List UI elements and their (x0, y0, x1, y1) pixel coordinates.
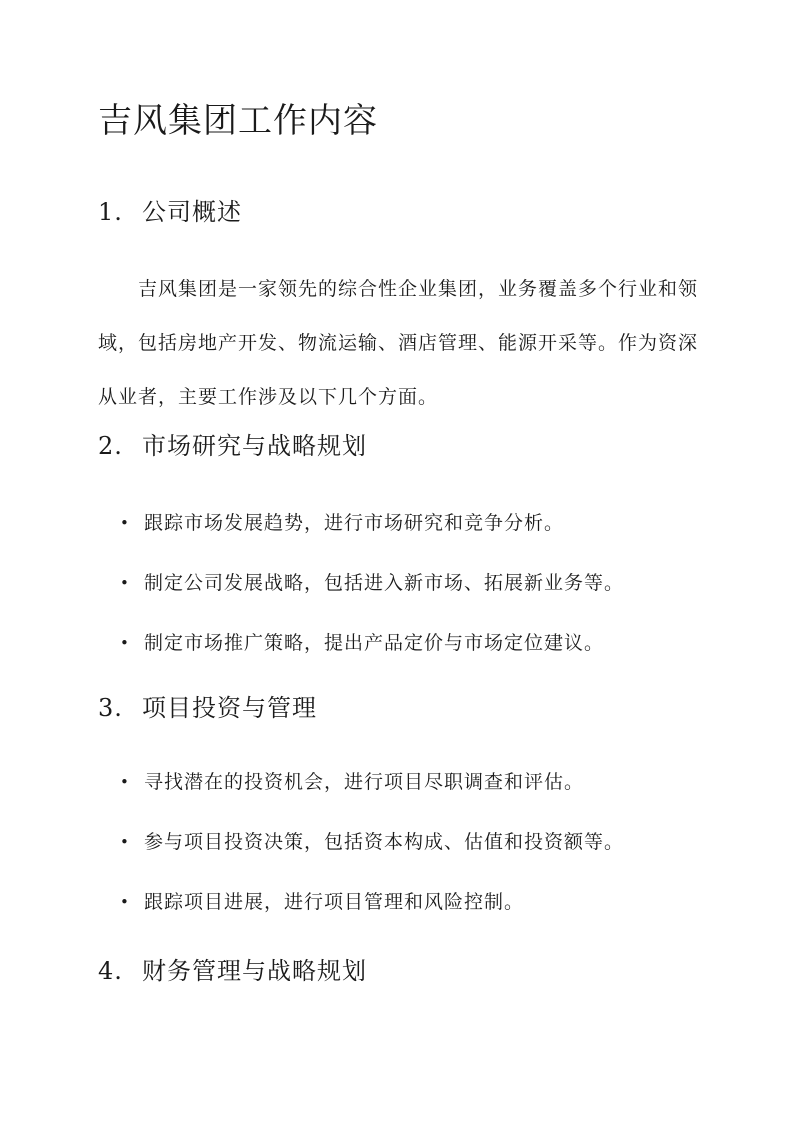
section-number: 3. (98, 694, 123, 722)
section-title: 公司概述 (142, 198, 242, 226)
list-item-text: 跟踪项目进展，进行项目管理和风险控制。 (144, 891, 525, 913)
bullet-icon: • (120, 514, 130, 532)
bullet-icon: • (120, 833, 130, 851)
section-heading-overview (98, 196, 242, 228)
section-number: 4. (98, 957, 123, 985)
section-title: 项目投资与管理 (142, 694, 317, 722)
list-item-text: 制定公司发展战略，包括进入新市场、拓展新业务等。 (144, 572, 625, 594)
bullet-icon: • (120, 893, 130, 911)
list-item-text: 寻找潜在的投资机会，进行项目尽职调查和评估。 (144, 771, 585, 793)
section-title: 市场研究与战略规划 (142, 432, 367, 460)
section-heading-market-strategy (98, 430, 367, 462)
list-item-text: 制定市场推广策略，提出产品定价与市场定位建议。 (144, 632, 605, 654)
section-heading-finance-strategy (98, 955, 367, 987)
overview-paragraph: 吉风集团是一家领先的综合性企业集团，业务覆盖多个行业和领域，包括房地产开发、物流运输、酒店管理、能源开采等。作为资深从业者，主要工作涉及以下几个方面。 (98, 278, 699, 408)
bullet-icon: • (120, 574, 130, 592)
section-number: 2. (98, 432, 123, 460)
section-heading-project-investment (98, 692, 317, 724)
document-title: 吉风集团工作内容 (98, 101, 378, 141)
list-item-text: 跟踪市场发展趋势，进行市场研究和竞争分析。 (144, 512, 565, 534)
bullet-icon: • (120, 773, 130, 791)
section-number: 1. (98, 198, 123, 226)
list-item-text: 参与项目投资决策，包括资本构成、估值和投资额等。 (144, 831, 625, 853)
bullet-icon: • (120, 634, 130, 652)
section-title: 财务管理与战略规划 (142, 957, 367, 985)
